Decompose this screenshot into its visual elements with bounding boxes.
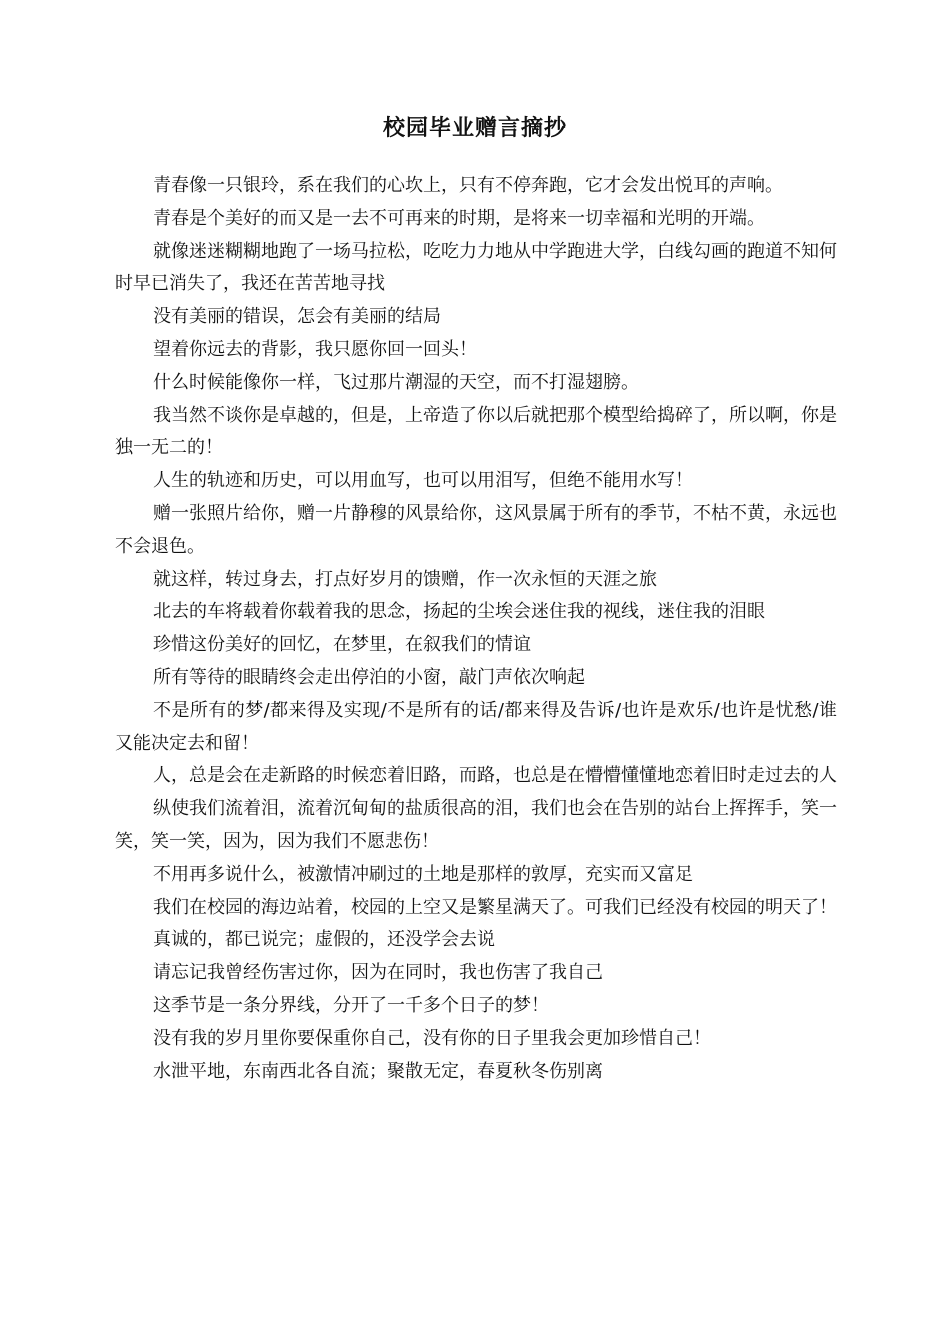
- paragraph: 青春像一只银玲，系在我们的心坎上，只有不停奔跑，它才会发出悦耳的声响。: [153, 175, 783, 196]
- paragraph: 水泄平地，东南西北各自流；聚散无定，春夏秋冬伤别离: [153, 1060, 603, 1082]
- paragraph: 没有美丽的错误，怎会有美丽的结局: [153, 306, 441, 328]
- paragraph: 望着你远去的背影，我只愿你回一回头！: [153, 338, 477, 360]
- paragraph: 珍惜这份美好的回忆，在梦里，在叙我们的情谊: [153, 634, 531, 656]
- paragraph: 赠一张照片给你，赠一片静穆的风景给你，这风景属于所有的季节，不枯不黄，永远也不会退色。: [115, 502, 837, 557]
- paragraph: 请忘记我曾经伤害过你，因为在同时，我也伤害了我自己: [153, 962, 603, 984]
- paragraph: 就这样，转过身去，打点好岁月的馈赠，作一次永恒的天涯之旅: [153, 568, 657, 590]
- paragraph: 人生的轨迹和历史，可以用血写，也可以用泪写，但绝不能用水写！: [153, 470, 693, 492]
- document-body: [115, 170, 837, 1088]
- paragraph: 真诚的，都已说完；虚假的，还没学会去说: [153, 929, 495, 951]
- paragraph: 我当然不谈你是卓越的，但是，上帝造了你以后就把那个模型给捣碎了，所以啊，你是独一无二的！: [115, 404, 837, 459]
- paragraph: 没有我的岁月里你要保重你自己，没有你的日子里我会更加珍惜自己！: [153, 1027, 711, 1049]
- paragraph: 我们在校园的海边站着，校园的上空又是繁星满天了。可我们已经没有校园的明天了！: [153, 896, 837, 918]
- paragraph: 纵使我们流着泪，流着沉甸甸的盐质很高的泪，我们也会在告别的站台上挥挥手，笑一笑，笑一笑，因为，因为我们不愿悲伤！: [115, 798, 837, 852]
- paragraph: 人，总是会在走新路的时候恋着旧路，而路，也总是在懵懵懂懂地恋着旧时走过去的人: [153, 765, 837, 787]
- paragraph: 这季节是一条分界线，分开了一千多个日子的梦！: [153, 994, 549, 1016]
- document-title: 校园毕业赠言摘抄: [382, 116, 567, 141]
- paragraph: 北去的车将载着你载着我的思念，扬起的尘埃会迷住我的视线，迷住我的泪眼: [153, 601, 765, 623]
- paragraph: 青春是个美好的而又是一去不可再来的时期，是将来一切幸福和光明的开端。: [153, 207, 765, 229]
- paragraph: 不用再多说什么，被激情冲刷过的土地是那样的敦厚，充实而又富足: [153, 863, 693, 885]
- paragraph: 什么时候能像你一样，飞过那片潮湿的天空，而不打湿翅膀。: [153, 371, 639, 393]
- paragraph: 不是所有的梦/都来得及实现/不是所有的话/都来得及告诉/也许是欢乐/也许是忧愁/谁又能决定去和留！: [115, 699, 837, 754]
- paragraph: 所有等待的眼睛终会走出停泊的小窗，敲门声依次响起: [153, 666, 585, 688]
- paragraph: 就像迷迷糊糊地跑了一场马拉松，吃吃力力地从中学跑进大学，白线勾画的跑道不知何时早已消失了，我还在苦苦地寻找: [115, 240, 837, 295]
